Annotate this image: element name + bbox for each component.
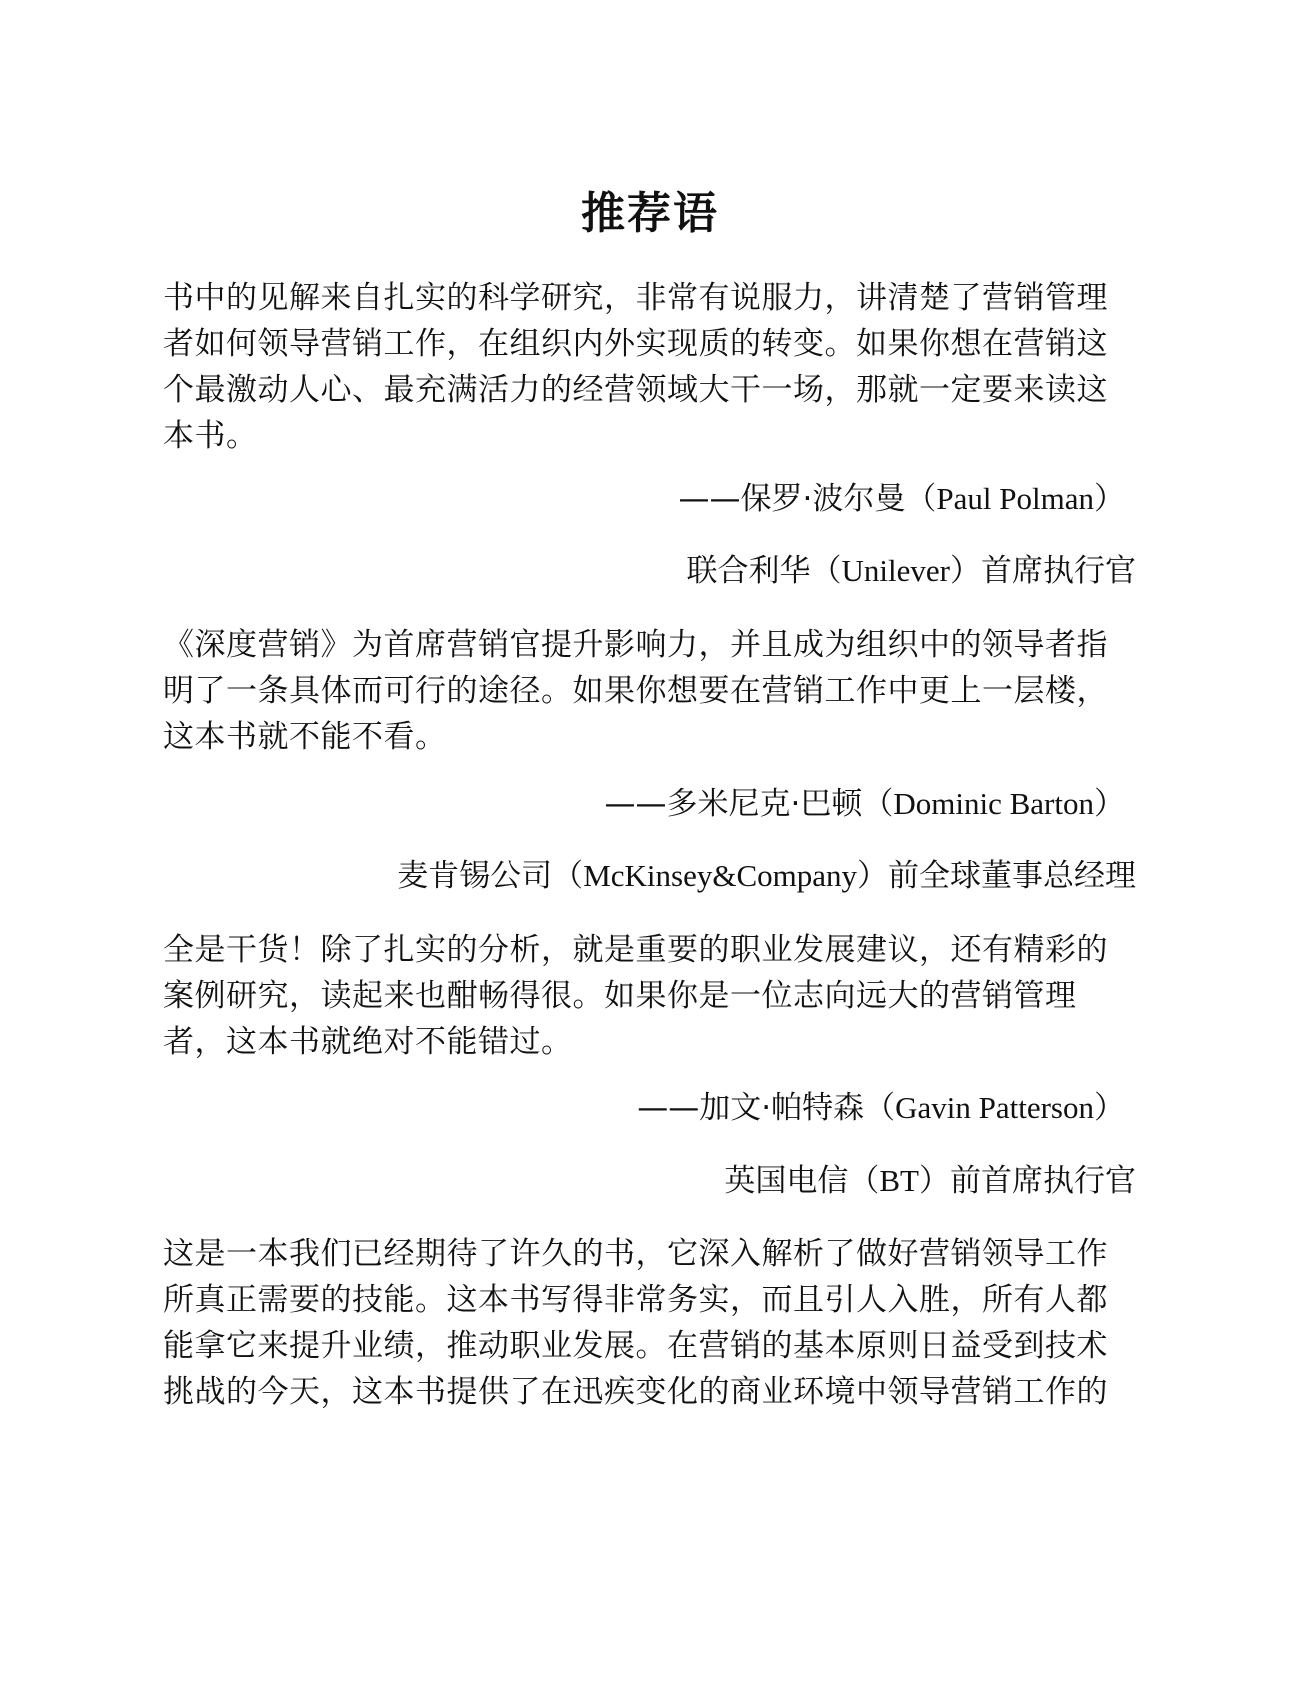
endorsement-affiliation [687,548,1136,594]
affiliation-latin: Unilever [841,553,950,588]
endorsement-author [605,781,1125,827]
endorsement-quote: 这是一本我们已经期待了许久的书，它深入解析了做好营销领导工作所真正需要的技能。这本书写得非常务实，而且引人入胜，所有人都能拿它来提升业绩，推动职业发展。在营销的基本原则日益受到技术挑战的今天，这本书提供了在迅疾变化的商业环境中领导营销工作的 [163,1236,1108,1410]
affiliation-role: ）首席执行官 [950,553,1136,589]
endorsement-quote: 全是干货！除了扎实的分析，就是重要的职业发展建议，还有精彩的案例研究，读起来也酣畅得很。如果你是一位志向远大的营销管理者，这本书就绝对不能错过。 [163,932,1108,1060]
author-latin-name: Paul Polman [936,481,1094,516]
affiliation-latin: McKinsey&Company [583,858,857,893]
affiliation-latin: BT [879,1163,919,1198]
affiliation-org: 麦肯锡公司（ [397,858,584,894]
affiliation-role: ）前首席执行官 [919,1163,1136,1199]
endorsement-affiliation [397,853,1136,899]
endorsement-quote: 书中的见解来自扎实的科学研究，非常有说服力，讲清楚了营销管理者如何领导营销工作，在组织内外实现质的转变。如果你想在营销这个最激动人心、最充满活力的经营领域大干一场，那就一定要来读这本书。 [163,280,1108,454]
endorsement-affiliation [724,1158,1136,1204]
author-latin-name: Gavin Patterson [895,1090,1094,1125]
endorsement-quote: 《深度营销》为首席营销官提升影响力，并且成为组织中的领导者指明了一条具体而可行的途径。如果你想要在营销工作中更上一层楼，这本书就不能不看。 [163,627,1108,755]
author-suffix: ） [1094,481,1125,517]
author-suffix: ） [1094,786,1125,822]
affiliation-org: 联合利华（ [686,553,842,589]
author-suffix: ） [1094,1090,1125,1126]
author-name: ——多米尼克·巴顿（ [604,786,894,822]
page-title: 推荐语 [581,188,719,239]
endorsement-author [637,1085,1125,1131]
endorsement-author [679,476,1125,522]
author-name: ——保罗·波尔曼（ [678,481,937,517]
affiliation-org: 英国电信（ [724,1163,880,1199]
author-latin-name: Dominic Barton [893,786,1094,821]
author-name: ——加文·帕特森（ [637,1090,896,1126]
affiliation-role: ）前全球董事总经理 [857,858,1136,894]
